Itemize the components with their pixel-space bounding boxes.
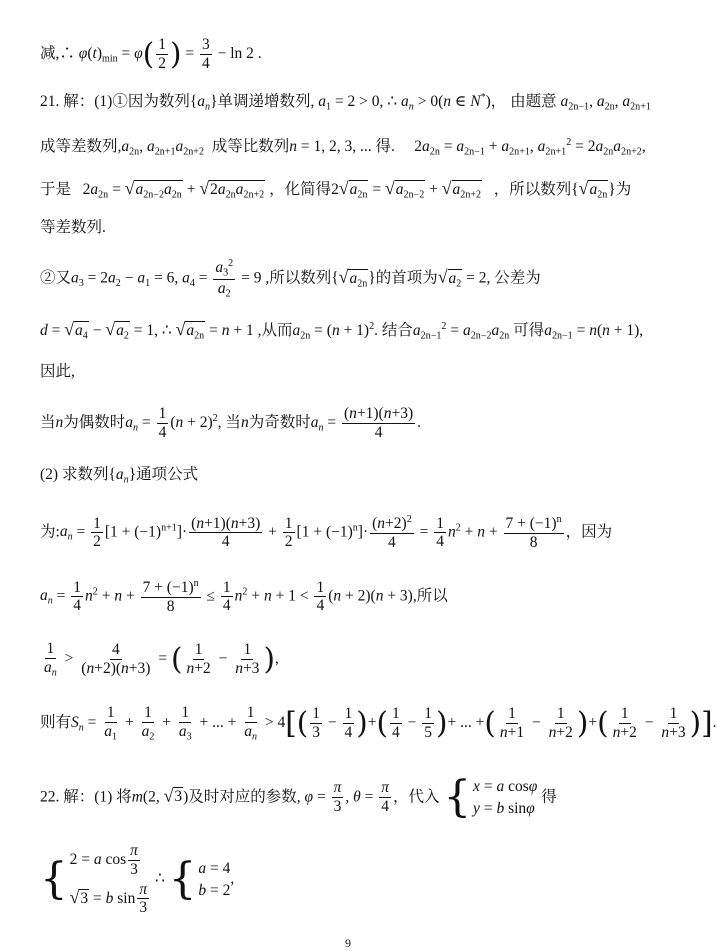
q21-line8: 当n为偶数时$a_n$ = $\frac{1}{4}$ $(n + 2)^2$, 当n为奇数时$a_n$ = $\frac{(n+1)(n+3)}{4}$ . xyxy=(40,405,422,441)
q21-line2: 成等差数列$,a_{2n}$, $a_{2n+1}a_{2n+2}$ 成等比数列n = 1, 2, 3, ... 得. $2a_{2n} = a_{2n-1} + a_{2n+1}$, $a_{2n+1}^2 = 2a_{2n}a_{2n+2}$, xyxy=(40,137,646,158)
q21-line1: 21. 解：(1)①因为数列$\{a_n\}$单调递增数列, $a_1 = 2 > 0$, ∴ $a_n > 0(n$ ∈ N*)， 由题意 $a_{2n-1}$, $a_{2n}$, $a_{2n+1}$ xyxy=(40,92,651,113)
line-phi-min: 减,∴ $\varphi(t)_{min} = \varphi$( $\frac{1}{2}$ ) = $\frac{3}{4}$ − ln 2 . xyxy=(40,36,262,72)
q22-line1: 22. 解：(1) 将m(2, √3)及时对应的参数, φ = $\frac{\pi}{3}$ , θ = $\frac{\pi}{4}$ ，代入 { x = a cosφ y = b sinφ 得 xyxy=(40,772,557,822)
text: 减, xyxy=(40,44,60,62)
q21-part2: (2) 求数列$\{a_n\}$通项公式 xyxy=(40,466,199,486)
question-number: 21. xyxy=(40,93,60,111)
page-number: 9 xyxy=(345,936,351,950)
q21-line6: $d = √a_4 - √a_2 = 1$, ∴ $√a_{2n} = n + 1$ ,从而$a_{2n} = (n + 1)^2$. 结合$a_{2n-1}^2 = a_{2n-2}a_{2n}$ 可得$a_{2n-1} = n(n + 1)$, xyxy=(40,319,644,342)
q21-line4: 等差数列. xyxy=(40,219,106,236)
q21-line9: 为$:a_n$ = $\frac{1}{2}$ $[1 + (-1)^{n+1}]\cdot$ $\frac{(n+1)(n+3)}{4}$ + $\frac{1}{2}$ $[1 + (-1)^n]\cdot$ $\frac{(n+2)^2}{4}$ = $\frac{1}{4}$ $n^2 + n$ + $\frac{7 + (-1)^n}{8}$ ，因为 xyxy=(40,514,613,551)
q21-line11: $\frac{1}{a_n}$ > $\frac{4}{(n+2)(n+3)}$ = ( $\frac{1}{n+2}$ − $\frac{1}{n+3}$ ), xyxy=(44,640,279,679)
q22-line2: { 2 = a cos $\frac{\pi}{3}$ √3 = b sin $\frac{\pi}{3}$ ∴ { a = 4 b = 2 , xyxy=(40,842,235,917)
q21-line3: 于是 $2a_{2n} = √a_{2n-2}a_{2n} + √2a_{2n}a_{2n+2}$ ，化简得$2√a_{2n} = √a_{2n-2} + √a_{2n+2}$ ，所以数列$\{√a_{2n}\}$为 xyxy=(40,178,632,201)
q21-line7: 因此, xyxy=(40,363,75,380)
q21-line12: 则有$S_n$ = $\frac{1}{a_1}$ + $\frac{1}{a_2}$ + $\frac{1}{a_3}$ + ... + $\frac{1}{a_n}$ > 4[( $\frac{1}{3}$ − $\frac{1}{4}$ )+( $\frac{1}{4}$ − $\frac{1}{5}$ )+ ... +( $\frac{1}{n+1}$ − $\frac{1}{n+2}$ )+( $\frac{1}{n+2}$ − $\frac{1}{n+3}$ )]. xyxy=(40,704,717,743)
question-number: 22. xyxy=(40,788,60,806)
q21-line5: ②又$a_3 = 2a_2 - a_1 = 6$, $a_4$ = $\frac{a_3^2}{a_2}$ = 9 ,所以数列$\{√a_{2n}\}$的首项为$√a_2 = 2$, 公差为 xyxy=(40,258,541,300)
q21-line10: $a_n$ = $\frac{1}{4}$ $n^2 + n$ + $\frac{7 + (-1)^n}{8}$ ≤ $\frac{1}{4}$ $n^2 + n + 1$ < $\frac{1}{4}$ (n + 2)(n + 3),所以 xyxy=(40,578,448,615)
